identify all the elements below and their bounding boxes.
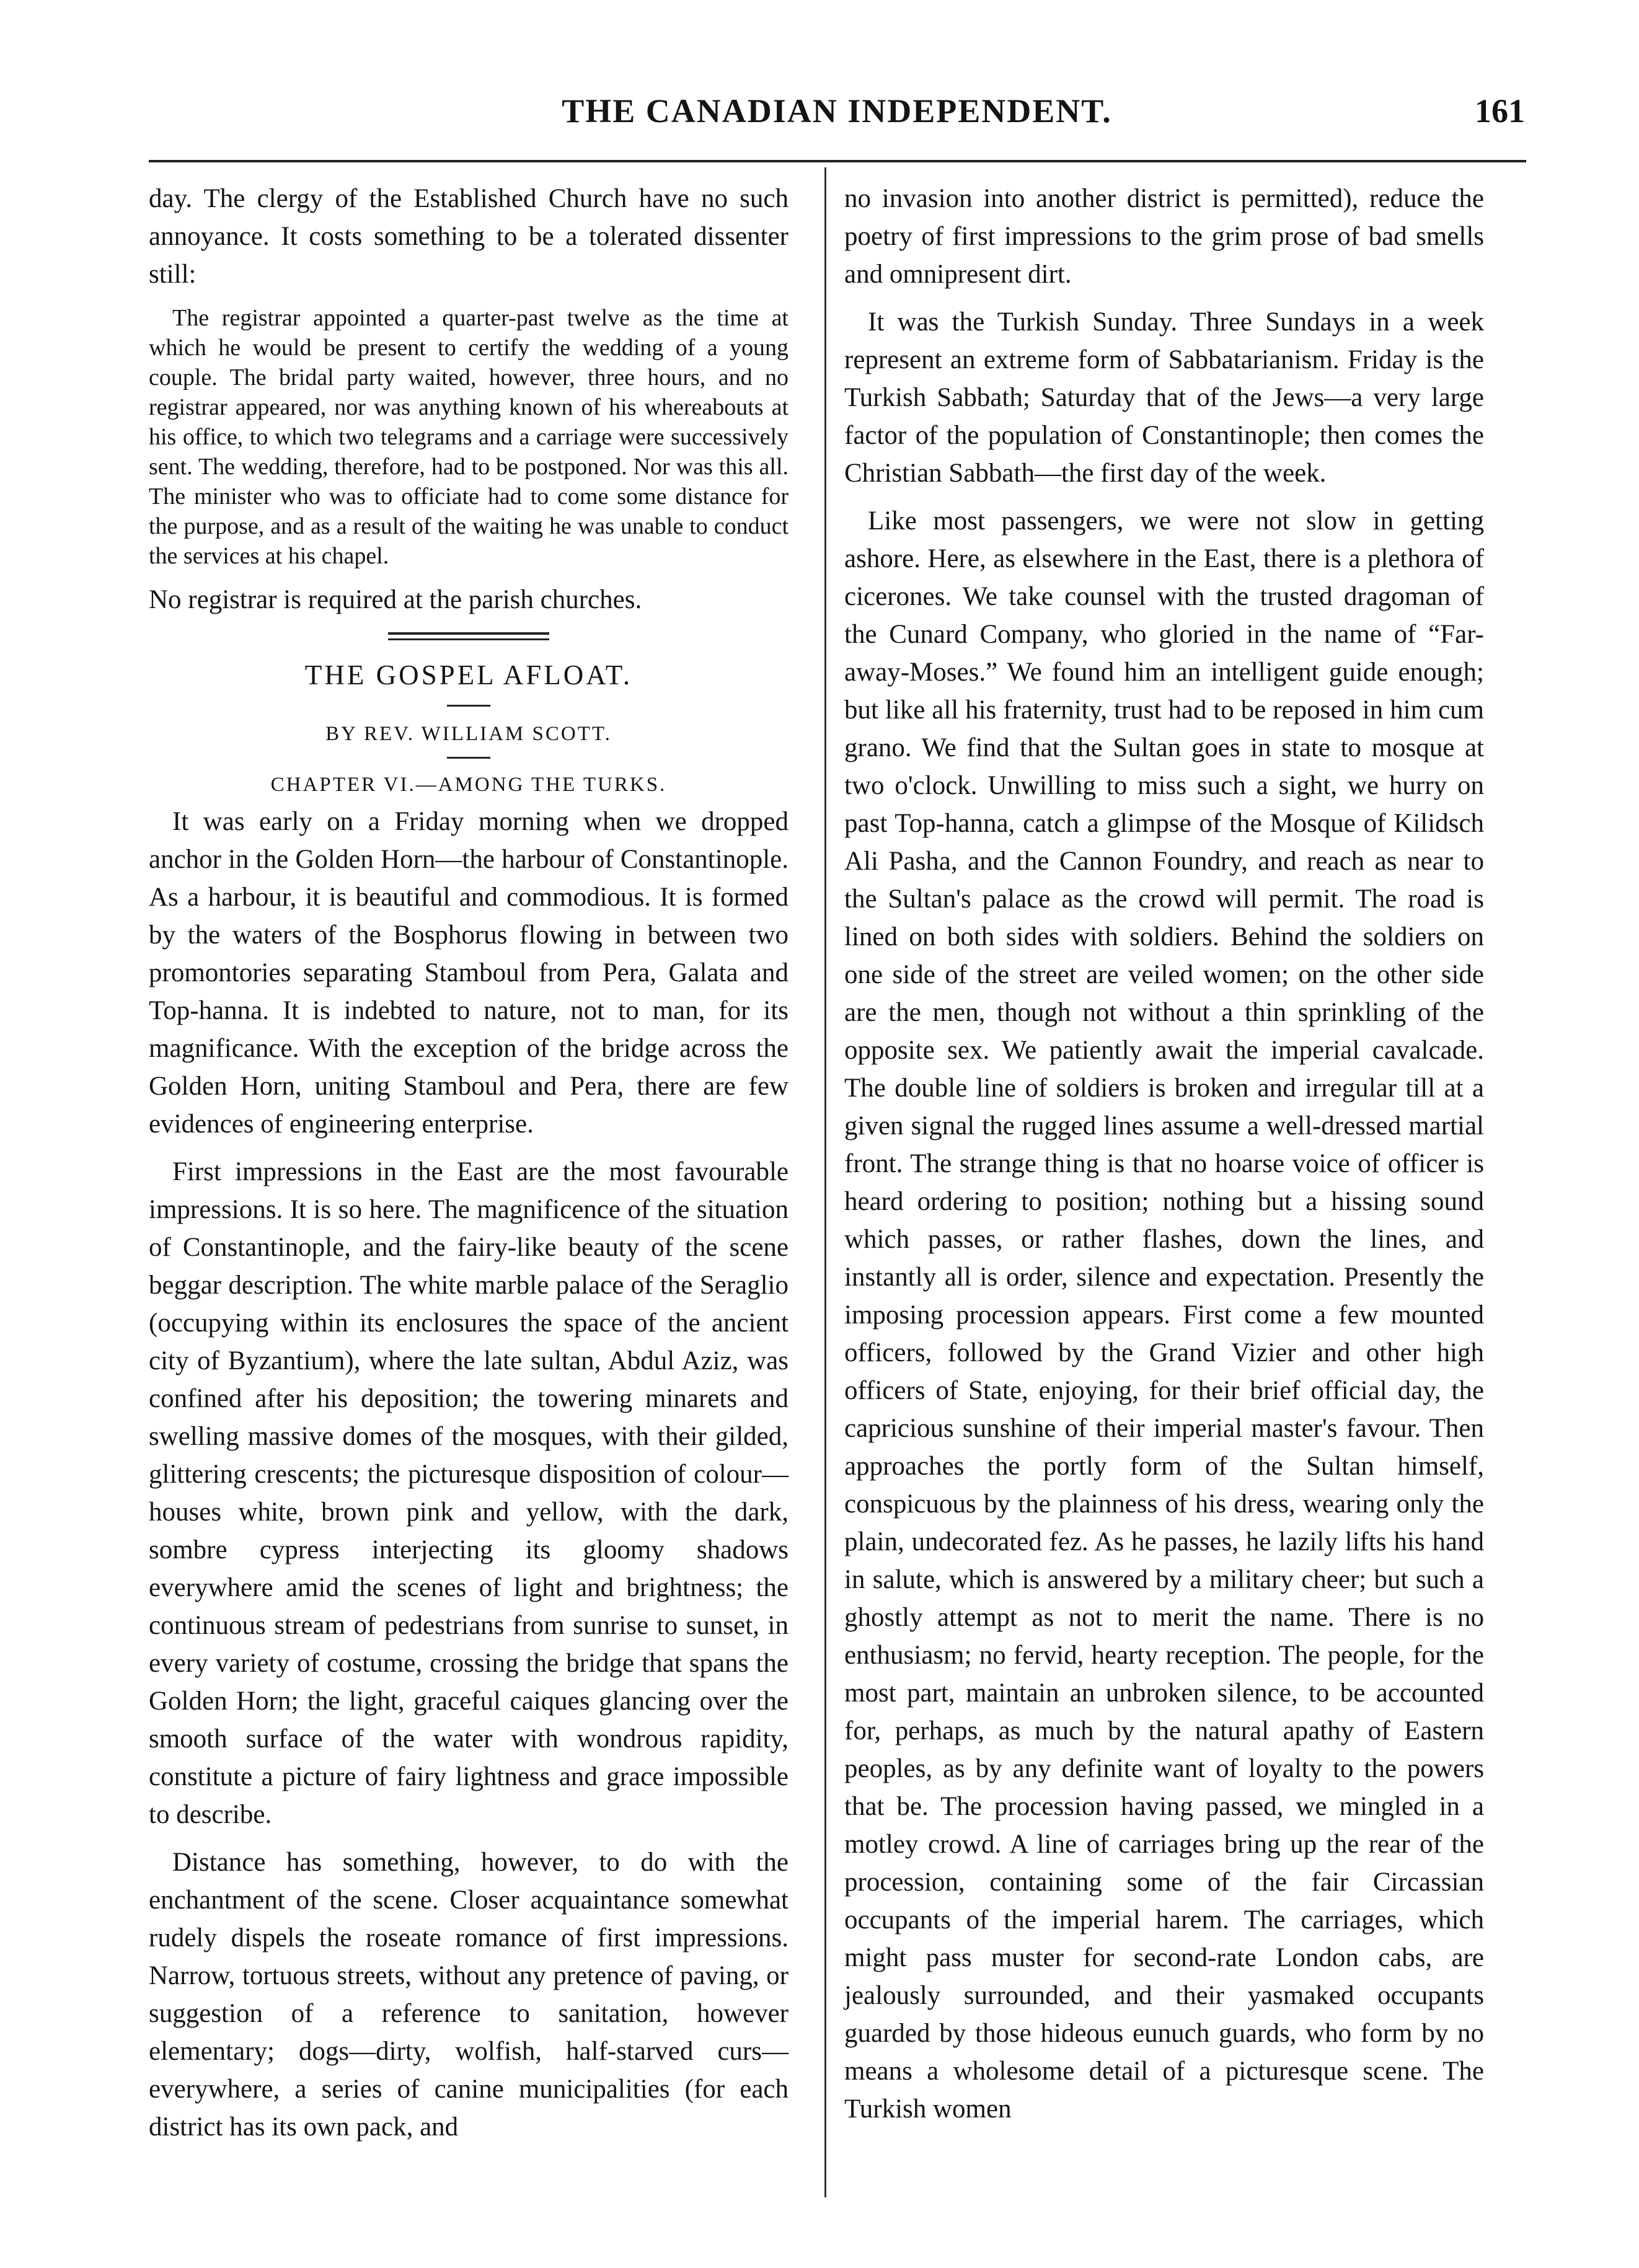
page-header bbox=[149, 92, 1525, 144]
body-paragraph: Distance has something, however, to do with the enchantment of the scene. Closer acquaintance somewhat rudely dispels the roseate romance of first impressions. Narrow, tortuous streets, without any pretence of paving, or suggestion of a reference to sanitation, however elementary; dogs—dirty, wolfish, half-starved curs—everywhere, a series of canine municipalities (for each district has its own pack, and bbox=[149, 1848, 789, 2142]
body-paragraph: It was early on a Friday morning when we dropped anchor in the Golden Horn—the harbour of Constantinople. As a harbour, it is beautiful and commodious. It is formed by the waters of the Bosphorus flowing in between two promontories separating Stamboul from Pera, Galata and Top-hanna. It is indebted to nature, not to man, for its magnificance. With the exception of the bridge across the Golden Horn, uniting Stamboul and Pera, there are few evidences of engineering enterprise. bbox=[149, 807, 789, 1139]
header-rule bbox=[149, 160, 1526, 162]
byline: BY REV. WILLIAM SCOTT. bbox=[325, 723, 612, 745]
intro-paragraph: day. The clergy of the Established Church have no such annoyance. It costs something to be a tolerated dissenter still: bbox=[149, 184, 789, 289]
body-paragraph: First impressions in the East are the most favourable impressions. It is so here. The magnificence of the situation of Constantinople, and the fairy-like beauty of the scene beggar description. The white marble palace of the Seraglio (occupying within its enclosures the space of the ancient city of Byzantium), where the late sultan, Abdul Aziz, was confined after his deposition; the towering minarets and swelling massive domes of the mosques, with their gilded, glittering crescents; the picturesque disposition of colour—houses white, brown pink and yellow, with the dark, sombre cypress interjecting its gloomy shadows everywhere amid the scenes of light and brightness; the continuous stream of pedestrians from sunrise to sunset, in every variety of costume, crossing the bridge that spans the Golden Horn; the light, graceful caiques glancing over the smooth surface of the water with wondrous rapidity, constitute a picture of fairy lightness and grace impossible to describe. bbox=[149, 1157, 789, 1829]
title-rule bbox=[447, 705, 490, 707]
body-paragraph: no invasion into another district is permitted), reduce the poetry of first impressions to the grim prose of bad smells and omnipresent dirt. bbox=[844, 184, 1484, 289]
body-paragraph: It was the Turkish Sunday. Three Sundays in a week represent an extreme form of Sabbatarianism. Friday is the Turkish Sabbath; Saturday that of the Jews—a very large factor of the population of Constantinople; then comes the Christian Sabbath—the first day of the week. bbox=[844, 307, 1484, 488]
block-quote: The registrar appointed a quarter-past twelve as the time at which he would be present to certify the wedding of a young couple. The bridal party waited, however, three hours, and no registrar appeared, nor was anything known of his whereabouts at his office, to which two telegrams and a carriage were successively sent. The wedding, therefore, had to be postponed. Nor was this all. The minister who was to officiate had to come some distance for the purpose, and as a result of the waiting he was unable to conduct the services at his chapel. bbox=[149, 305, 789, 569]
running-title: THE CANADIAN INDEPENDENT. bbox=[562, 92, 1112, 130]
closing-remark: No registrar is required at the parish churches. bbox=[149, 585, 642, 614]
byline-rule bbox=[447, 757, 490, 759]
left-column bbox=[149, 180, 789, 2156]
article-title: THE GOSPEL AFLOAT. bbox=[304, 660, 633, 691]
body-paragraph: Like most passengers, we were not slow in getting ashore. Here, as elsewhere in the East, there is a plethora of cicerones. We take counsel with the trusted dragoman of the Cunard Company, who gloried in the name of “Far-away-Moses.” We found him an intelligent guide enough; but like all his fraternity, trust had to be reposed in him cum grano. We find that the Sultan goes in state to mosque at two o'clock. Unwilling to miss such a sight, we hurry on past Top-hanna, catch a glimpse of the Mosque of Kilidsch Ali Pasha, and the Cannon Foundry, and reach as near to the Sultan's palace as the crowd will permit. The road is lined on both sides with soldiers. Behind the soldiers on one side of the street are veiled women; on the other side are the men, though not without a thin sprinkling of the opposite sex. We patiently await the imperial cavalcade. The double line of soldiers is broken and irregular till at a given signal the rugged lines assume a well-dressed martial front. The strange thing is that no hoarse voice of officer is heard ordering to position; nothing but a hissing sound which passes, or rather flashes, down the lines, and instantly all is order, silence and expectation. Presently the imposing procession appears. First come a few mounted officers, followed by the Grand Vizier and other high officers of State, enjoying, for their brief official day, the capricious sunshine of their imperial master's favour. Then approaches the portly form of the Sultan himself, conspicuous by the plainness of his dress, wearing only the plain, undecorated fez. As he passes, he lazily lifts his hand in salute, which is answered by a military cheer; but such a ghostly attempt as not to merit the name. There is no enthusiasm; no fervid, hearty reception. The people, for the most part, maintain an unbroken silence, to be accounted for, perhaps, as much by the natural apathy of Eastern peoples, as by any definite want of loyalty to the powers that be. The procession having passed, we mingled in a motley crowd. A line of carriages bring up the rear of the procession, containing some of the fair Circassian occupants of the imperial harem. The carriages, which might pass muster for second-rate London cabs, are jealously surrounded, and their yasmaked occupants guarded by those hideous eunuch guards, who form by no means a wholesome detail of a picturesque scene. The Turkish women bbox=[844, 506, 1484, 2124]
page-number: 161 bbox=[1475, 92, 1525, 130]
section-separator bbox=[388, 632, 549, 640]
right-column bbox=[844, 180, 1484, 2138]
column-divider bbox=[824, 167, 826, 2197]
chapter-heading: CHAPTER VI.—AMONG THE TURKS. bbox=[270, 774, 667, 796]
